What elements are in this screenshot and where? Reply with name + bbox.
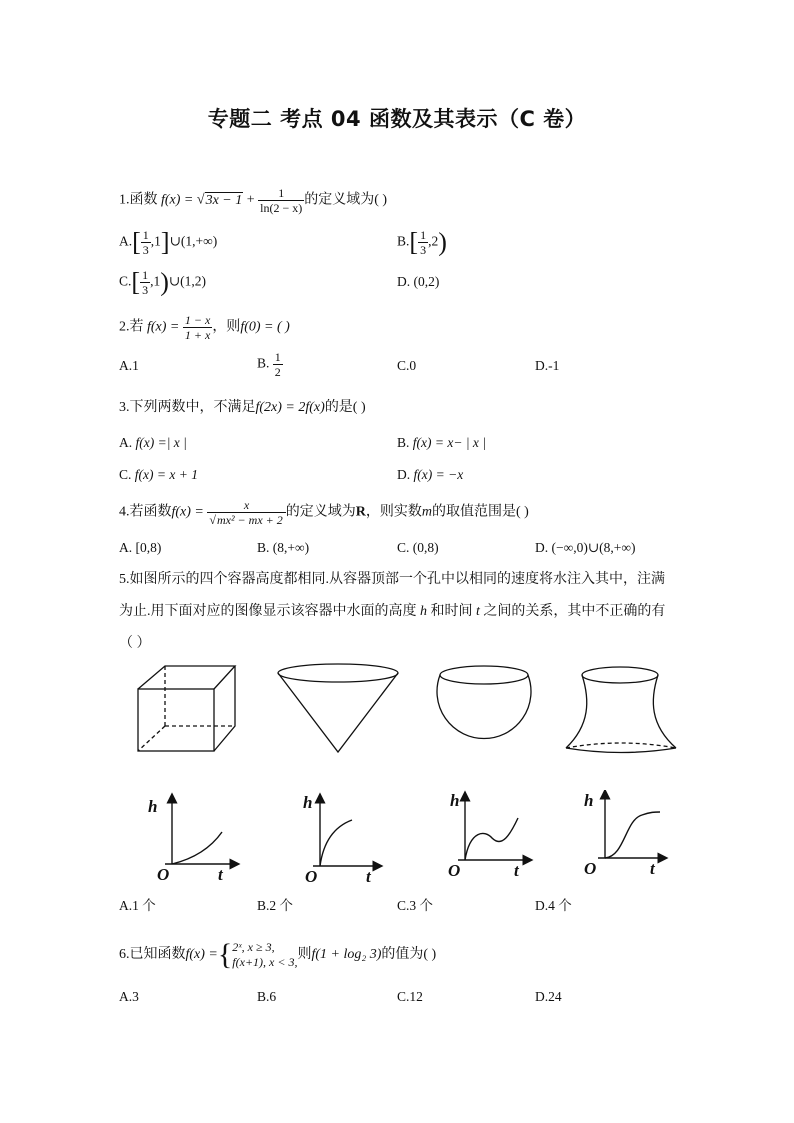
q2-mid: ，则 [212,319,241,335]
q1-fraction [258,186,304,215]
option-label: D. [397,467,411,482]
q5-option-d[interactable]: D.4 个 [535,898,572,913]
q3-option-c[interactable] [119,467,198,483]
q1-frac-den: ln(2 − x) [260,201,303,215]
page-title: 专题二 考点 04 函数及其表示（C 卷） [207,107,587,131]
option-label: C. [119,467,132,482]
q3-text-a: 3.下列两数中，不满足 [119,400,256,415]
q5-option-c[interactable]: C.3 个 [397,898,434,913]
q2-frac-num: 1 − x [184,313,211,327]
q2-prefix: 若 [129,319,144,335]
question-5-line-3: （ ） [119,636,151,651]
q4-R: R [355,504,366,520]
option-text: f(x) = x + 1 [134,467,198,482]
q3-option-d[interactable] [397,467,463,483]
q6-text-c: 的值为( ) [381,947,437,963]
option-rest: ,1 [150,273,161,289]
graph-3 [458,796,528,860]
option-text: (0,2) [413,274,440,289]
frac-num: 1 [142,268,149,282]
option-text: f(x) = x− | x | [412,435,487,450]
q4-option-c[interactable]: C. (0,8) [397,540,439,555]
sphere-container [437,666,531,739]
option-label: B. [257,355,270,371]
q5-line2b: 和时间 [430,604,473,619]
option-label: B. [397,435,410,450]
question-6 [119,940,436,970]
graph-4-o-label: O [584,859,597,878]
q4-text-a: 4.若函数 [119,504,172,520]
q4-fx: f(x) = [171,504,208,520]
option-text: f(x) = −x [413,467,464,482]
graph-3-o-label: O [448,861,461,880]
q5-line2c: 之间的关系，其中不正确的有 [483,604,666,619]
q1-prefix: 函数 [129,192,158,208]
q4-text-b: 的定义域为 [285,504,356,520]
question-4 [119,498,529,527]
frac-num: 1 [142,228,149,242]
q1-option-c[interactable]: C.[ $\frac{1}{3}$ ,1)∪(1,2) [119,267,207,297]
frac-den: 3 [142,283,149,297]
graph-3-h-label: h [450,791,460,810]
q6-expr: f(1 + log₂ 3) [311,947,382,963]
graph-4-t-label: t [650,859,655,878]
option-tail: ∪(1,+∞) [169,233,218,249]
q2-option-b[interactable] [257,350,283,379]
q3-option-b[interactable] [397,435,486,451]
graph-1-o-label: O [157,865,170,882]
frac-den: 3 [142,243,149,257]
graph-1-t-label: t [218,865,223,882]
q3-expr: f(2x) = 2f(x) [255,400,325,415]
frac-num: 1 [274,350,281,364]
q5-option-a[interactable]: A.1 个 [119,898,156,913]
q4-option-b[interactable]: B. (8,+∞) [257,540,310,555]
q5-t: t [476,604,480,619]
option-rest: ,2 [428,233,439,249]
option-label: C. [119,273,132,289]
question-1: 1.函数 f(x) = √3x − 1 + $\frac{1}{\ln(2 - x)}$ 的定义域为( ) [119,186,388,215]
graph-4 [598,794,663,858]
option-label: B. [397,233,410,249]
q3-text-b: 的是( ) [324,400,366,415]
q2-f0: f(0) = ( ) [240,319,290,335]
frac-den: 3 [420,243,427,257]
question-5-line-1: 5.如图所示的四个容器高度都相同.从容器顶部一个孔中以相同的速度将水注入其中，注满 [119,572,665,587]
option-rest: ,1 [150,233,161,249]
q1-fx: f(x) = [161,192,197,208]
q4-frac-den-text: mx² − mx + 2 [216,513,283,527]
option-label: D. [397,274,411,289]
graph-2-o-label: O [305,867,318,882]
graph-3-t-label: t [514,861,519,880]
graph-1-h-label: h [148,797,158,816]
q4-frac-den: √mx² − mx + 2 [209,513,283,527]
q2-option-a[interactable]: A.1 [119,358,139,373]
graph-2 [313,798,378,866]
q6-text-b: 则 [297,947,312,963]
q1-sqrt: 3x − 1 [205,192,243,208]
q4-m: m [421,504,432,520]
q4-text-d: 的取值范围是( ) [432,504,529,520]
graph-2-h-label: h [303,793,313,812]
q6-option-b[interactable]: B.6 [257,989,277,1004]
q4-frac-num: x [207,498,285,513]
frac-num: 1 [420,228,427,242]
q1-plus: + [243,192,259,208]
q1-option-a[interactable]: A.[ $\frac{1}{3}$ ,1]∪(1,+∞) [119,227,218,257]
question-3 [119,398,366,418]
option-tail: ∪(1,2) [168,273,207,289]
cube-container [138,666,235,751]
containers-figure [120,660,680,760]
question-2 [119,313,290,342]
q6-option-a[interactable]: A.3 [119,989,139,1004]
height-time-graphs [120,790,680,882]
q6-case-1: 2ˣ, x ≥ 3, [232,940,275,954]
q5-option-b[interactable]: B.2 个 [257,898,294,913]
cone-container [278,664,398,752]
q5-line2a: 为止.用下面对应的图像显示该容器中水面的高度 [119,604,417,619]
q2-number: 2. [119,319,130,335]
q6-text-a: 6.已知函数 [119,947,186,963]
q1-frac-num: 1 [258,186,304,201]
q1-option-b[interactable]: B.[ $\frac{1}{3}$ ,2) [397,227,447,257]
question-5-line-2 [119,602,665,622]
q4-option-d[interactable]: D. (−∞,0)∪(8,+∞) [535,540,636,555]
waist-container [566,667,676,753]
option-label: A. [119,233,133,249]
q1-suffix: 的定义域为( ) [304,192,388,208]
q5-h: h [420,604,427,619]
q1-option-d[interactable] [397,274,439,290]
q2-frac-den: 1 + x [184,328,211,342]
graph-4-h-label: h [584,791,594,810]
q2-fx: f(x) = [147,319,183,335]
graph-1 [165,798,235,864]
q4-text-c: ，则实数 [365,504,422,520]
q6-option-c[interactable]: C.12 [397,989,423,1004]
frac-den: 2 [274,365,281,379]
q6-case-2: f(x+1), x < 3, [232,955,298,969]
q6-fx: f(x) = [185,947,218,963]
q1-number: 1. [119,192,130,208]
q6-option-d[interactable]: D.24 [535,989,562,1004]
q3-option-a[interactable] [119,435,187,451]
q4-option-a[interactable]: A. [0,8) [119,540,162,555]
graph-2-t-label: t [366,867,371,882]
q6-brace: { [217,938,233,971]
q2-option-c[interactable]: C.0 [397,358,417,373]
option-text: f(x) =| x | [135,435,187,450]
q6-cases [232,940,297,970]
q2-option-d[interactable]: D.-1 [535,358,560,373]
option-label: A. [119,435,133,450]
